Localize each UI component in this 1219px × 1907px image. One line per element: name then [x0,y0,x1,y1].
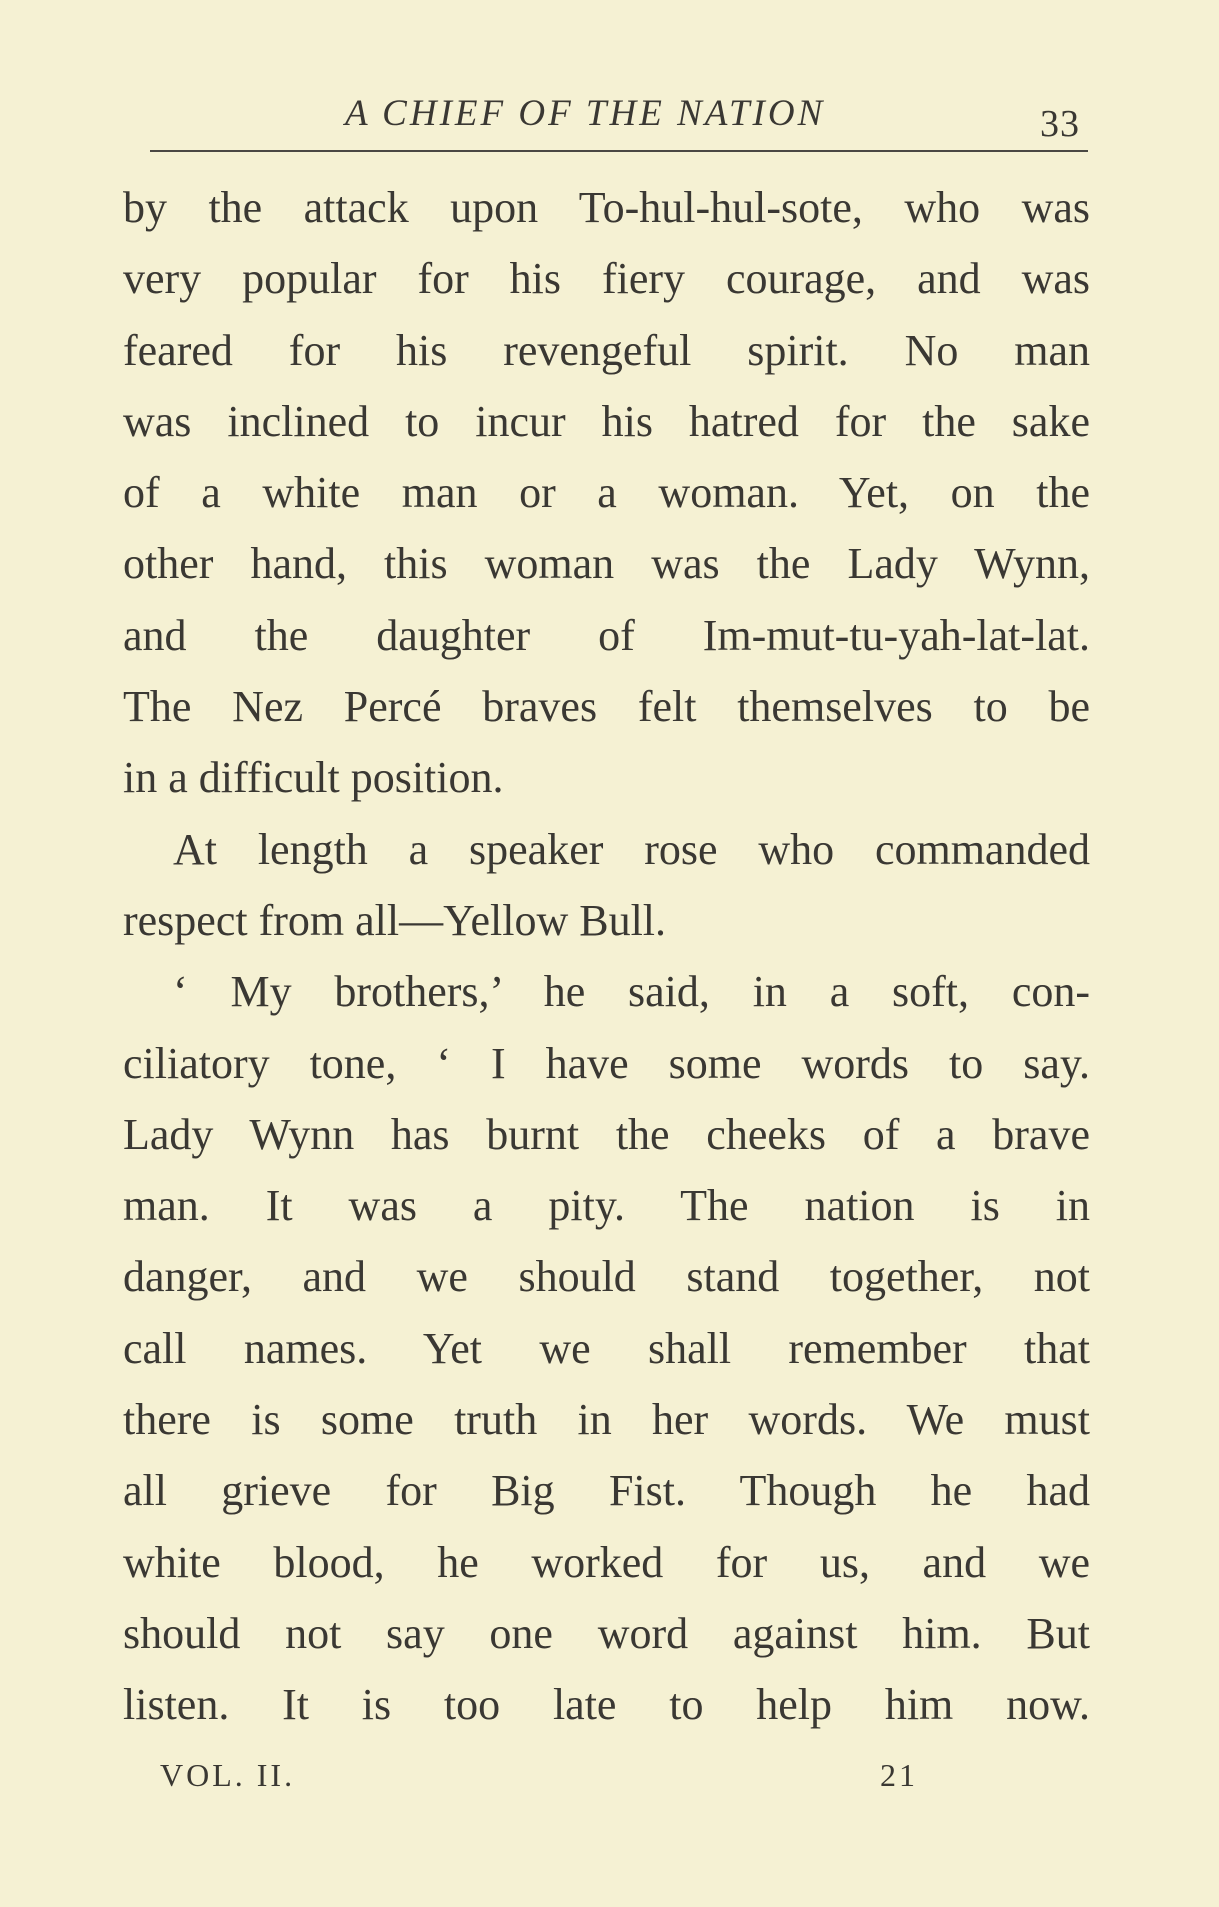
text-line: by the attack upon To-hul-hul-sote, who was [123,183,1090,232]
text-line: call names. Yet we shall remember that [123,1323,1090,1373]
text-line: and the daughter of Im-mut-tu-yah-lat-lat. [123,610,1090,660]
text-line: listen. It is too late to help him now. [123,1680,1090,1730]
text-line: man. It was a pity. The nation is in [123,1181,1090,1231]
text-line: in a difficult position. [123,753,504,803]
text-line: Lady Wynn has burnt the cheeks of a brave [123,1109,1090,1159]
text-line: white blood, he worked for us, and we [123,1537,1090,1587]
text-line: there is some truth in her words. We must [123,1395,1090,1445]
body-text [123,172,1090,1741]
header-rule [150,150,1088,152]
text-line: ‘ My brothers,’ he said, in a soft, con- [173,967,1090,1017]
text-line: The Nez Percé braves felt themselves to be [123,682,1090,732]
text-line: danger, and we should stand together, not [123,1252,1090,1302]
text-line: of a white man or a woman. Yet, on the [123,468,1090,518]
text-line: was inclined to incur his hatred for the sake [123,396,1090,446]
text-line: other hand, this woman was the Lady Wynn, [123,539,1090,589]
text-line: very popular for his fiery courage, and was [123,254,1090,304]
text-line: At length a speaker rose who commanded [173,824,1090,874]
page-number: 33 [1040,103,1080,145]
page-footer [160,1757,940,1807]
signature-mark: 21 [880,1757,918,1793]
text-line: respect from all—Yellow Bull. [123,895,667,945]
volume-signature: VOL. II. [160,1757,296,1793]
text-line: feared for his revengeful spirit. No man [123,325,1090,375]
text-line: all grieve for Big Fist. Though he had [123,1466,1090,1516]
text-line: ciliatory tone, ‘ I have some words to say. [123,1038,1090,1088]
running-title: A CHIEF OF THE NATION [345,93,826,134]
text-line: should not say one word against him. But [123,1608,1090,1658]
running-head [150,86,1080,146]
